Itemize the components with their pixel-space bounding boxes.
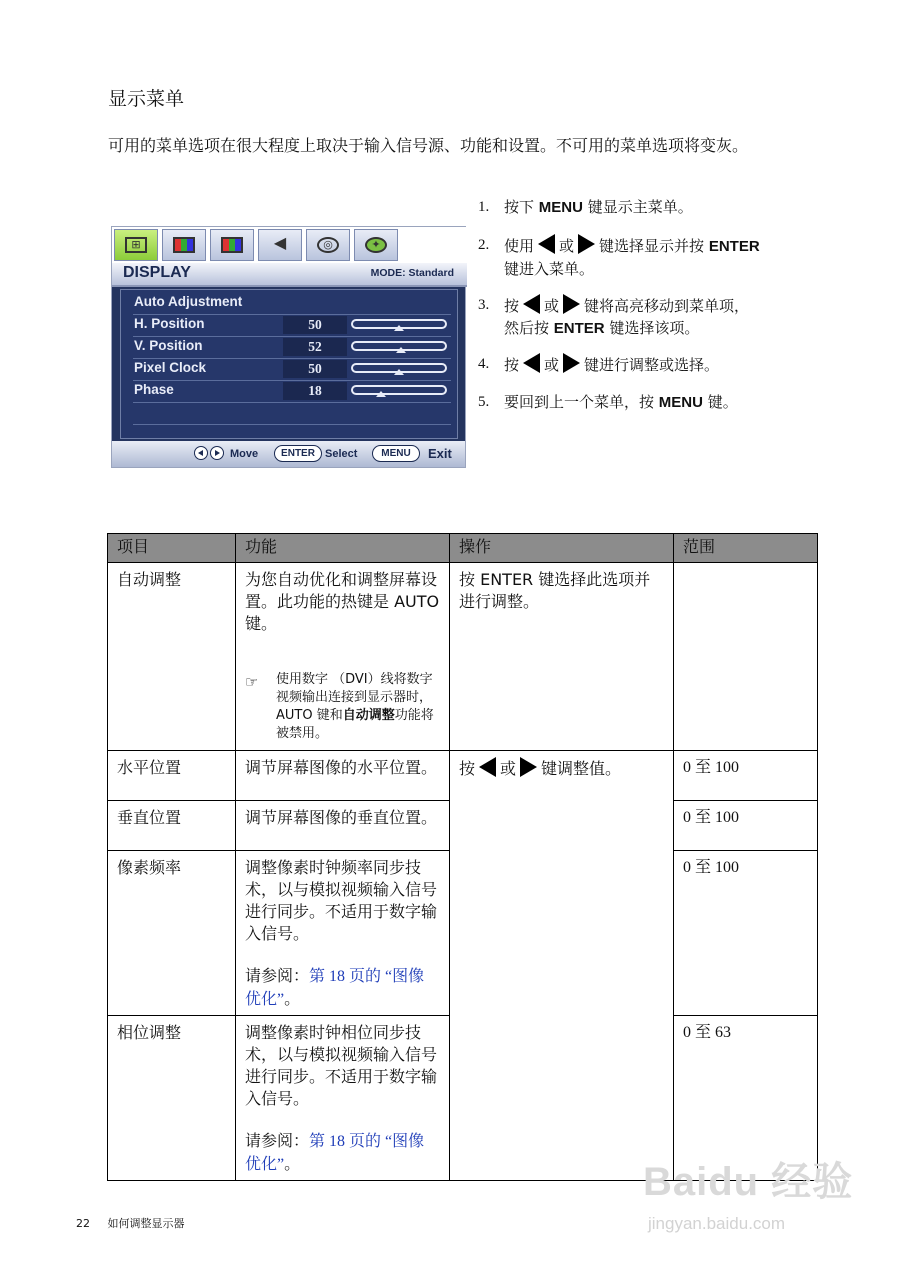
pointing-hand-icon: ☞ [245, 673, 259, 691]
watermark-logo: Baidu 经验 [643, 1160, 854, 1204]
osd-mode-label: MODE: Standard [370, 267, 454, 279]
note: ☞ 使用数字 （DVI）线将数字视频输出连接到显示器时， AUTO 键和自动调整功能将被禁用。 [245, 672, 434, 741]
intro-paragraph: 可用的菜单选项在很大程度上取决于输入信号源、功能和设置。不可用的菜单选项将变灰。 [108, 136, 749, 155]
function-text: 调整像素时钟频率同步技术，以与模拟视频输入信号进行同步。不适用于数字输入信号。 [245, 858, 438, 943]
osd-row-label: Pixel Clock [134, 360, 207, 375]
osd-row-empty [133, 402, 451, 425]
step-text: 按 或 键进行调整或选择。 [504, 353, 834, 376]
save-settings-tab-icon: ✦ [354, 229, 398, 261]
cell-range [674, 563, 818, 751]
osd-slider [351, 341, 447, 351]
osd-row-label: Phase [134, 382, 174, 397]
left-arrow-icon [538, 234, 555, 254]
see-also: 请参阅：第 18 页的 “图像优化”。 [245, 966, 425, 1008]
cell-function [236, 563, 450, 751]
cell-function: 调节屏幕图像的水平位置。 [236, 751, 450, 801]
step-number: 4. [478, 356, 490, 372]
osd-row-value: 50 [283, 316, 347, 334]
cell-function [236, 1016, 450, 1181]
osd-slider [351, 385, 447, 395]
osd-slider [351, 363, 447, 373]
right-arrow-icon [563, 353, 580, 373]
table-row [108, 751, 818, 801]
osd-row-value: 52 [283, 338, 347, 356]
osd-footer [112, 441, 465, 467]
cell-item: 垂直位置 [108, 801, 236, 851]
cell-operation: 按 ENTER 键选择此选项并进行调整。 [450, 563, 674, 751]
display-settings-table [107, 533, 818, 1181]
display-tab-icon: ⊞ [114, 229, 158, 261]
osd-row-value: 18 [283, 382, 347, 400]
step-text: 按 或 键将高亮移动到菜单项， 然后按 ENTER 键选择该项。 [504, 294, 834, 340]
osd-menu-name: DISPLAY [123, 264, 191, 281]
header-function: 功能 [236, 534, 450, 563]
step-number: 5. [478, 394, 490, 410]
watermark-url: jingyan.baidu.com [648, 1214, 786, 1233]
osd-row-value: 50 [283, 360, 347, 378]
osd-menu-key: MENU [372, 445, 420, 462]
picture-tab-icon [162, 229, 206, 261]
right-arrow-icon [520, 757, 537, 777]
osd-slider-thumb [396, 347, 406, 353]
cell-function: 调节屏幕图像的垂直位置。 [236, 801, 450, 851]
header-range: 范围 [674, 534, 818, 563]
function-text: 为您自动优化和调整屏幕设置。此功能的热键是 AUTO 键。 [245, 570, 440, 633]
osd-enter-key: ENTER [274, 445, 322, 462]
section-name: 如何调整显示器 [107, 1217, 185, 1230]
table-header-row [108, 534, 818, 563]
cell-function [236, 851, 450, 1016]
see-also-link[interactable]: 第 18 页的 “图像优化” [245, 968, 425, 1008]
osd-row-pixel-clock [133, 358, 451, 381]
osd-tab-bar [112, 227, 467, 263]
cell-item: 相位调整 [108, 1016, 236, 1181]
header-item: 项目 [108, 534, 236, 563]
osd-row-v-position [133, 336, 451, 359]
osd-header [112, 263, 467, 287]
left-arrow-icon [523, 353, 540, 373]
step-number: 2. [478, 237, 490, 253]
step-number: 3. [478, 297, 490, 313]
picture-advanced-tab-icon [210, 229, 254, 261]
step-text: 按下 MENU 键显示主菜单。 [504, 198, 693, 216]
osd-row-label: Auto Adjustment [134, 294, 243, 309]
step-text: 要回到上一个菜单，按 MENU 键。 [504, 393, 738, 411]
left-arrow-icon [523, 294, 540, 314]
left-arrow-icon [194, 446, 208, 460]
osd-slider-thumb [394, 325, 404, 331]
cell-item: 像素频率 [108, 851, 236, 1016]
see-also-link[interactable]: 第 18 页的 “图像优化” [245, 1133, 425, 1173]
osd-select-label: Select [325, 448, 358, 460]
right-arrow-icon [210, 446, 224, 460]
right-arrow-icon [578, 234, 595, 254]
cell-item: 水平位置 [108, 751, 236, 801]
header-operation: 操作 [450, 534, 674, 563]
cell-range: 0 至 100 [674, 751, 818, 801]
osd-slider-thumb [376, 391, 386, 397]
page-number: 22 [76, 1217, 90, 1230]
osd-row-h-position [133, 314, 451, 337]
cell-operation: 按 或 键调整值。 [450, 751, 674, 1181]
osd-menu-image [111, 226, 466, 468]
osd-slider [351, 319, 447, 329]
left-arrow-icon [479, 757, 496, 777]
page-footer [76, 1215, 185, 1231]
osd-row-phase [133, 380, 451, 403]
osd-panel [120, 289, 458, 439]
osd-row-label: H. Position [134, 316, 205, 331]
system-tab-icon: ◎ [306, 229, 350, 261]
cell-item: 自动调整 [108, 563, 236, 751]
osd-move-label: Move [230, 448, 259, 460]
table-row [108, 563, 818, 751]
function-text: 调整像素时钟相位同步技术，以与模拟视频输入信号进行同步。不适用于数字输入信号。 [245, 1023, 438, 1108]
right-arrow-icon [563, 294, 580, 314]
osd-slider-thumb [394, 369, 404, 375]
cell-range: 0 至 63 [674, 1016, 818, 1181]
cell-range: 0 至 100 [674, 851, 818, 1016]
osd-row-auto-adjustment [133, 292, 451, 315]
see-also: 请参阅：第 18 页的 “图像优化”。 [245, 1131, 425, 1173]
step-text: 使用 或 键选择显示并按 ENTER 键进入菜单。 [504, 234, 834, 280]
osd-exit-label: Exit [428, 446, 452, 461]
osd-row-label: V. Position [134, 338, 203, 353]
cell-range: 0 至 100 [674, 801, 818, 851]
page-title: 显示菜单 [108, 88, 185, 110]
audio-tab-icon: ◀︎ [258, 229, 302, 261]
step-number: 1. [478, 199, 490, 215]
